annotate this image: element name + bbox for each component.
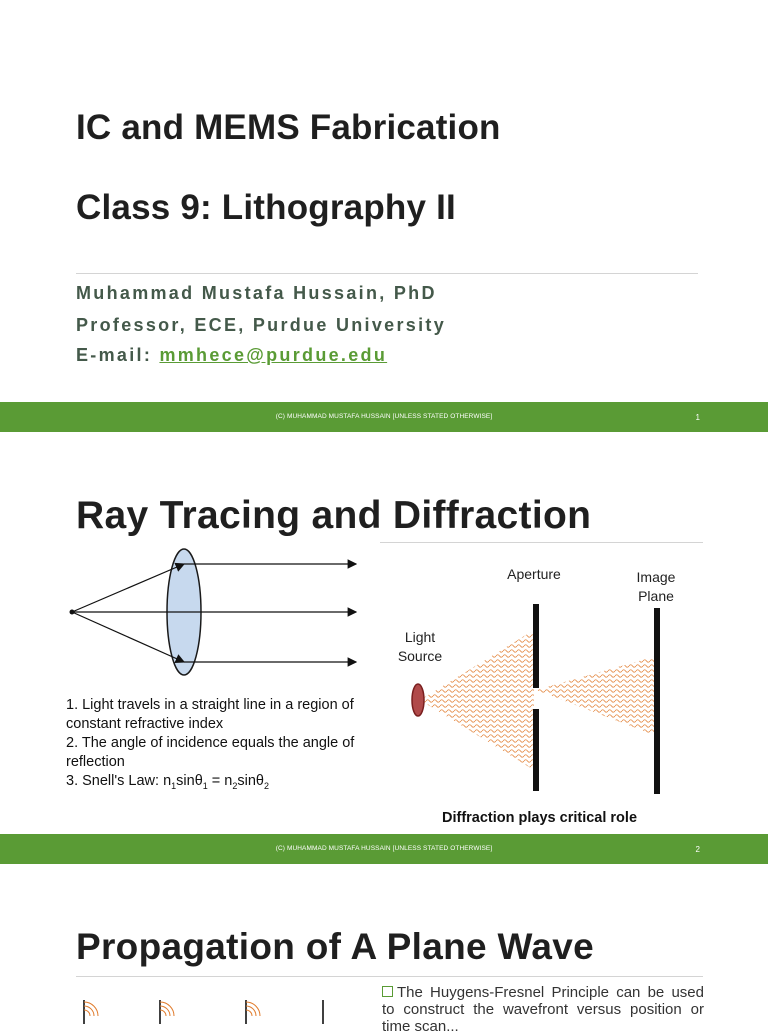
slide-footer [0, 402, 768, 432]
image-plane-label-2: Plane [638, 588, 674, 604]
light-source-icon [412, 684, 424, 716]
diffraction-figure [384, 548, 702, 798]
slide-1 [0, 0, 768, 432]
image-plane [654, 608, 660, 794]
plane-wave-figure [76, 996, 336, 1024]
slide-2 [0, 432, 768, 864]
rule-2: 2. The angle of incidence equals the angle of reflection [66, 735, 355, 770]
title-divider [76, 273, 698, 274]
author-email-line [76, 345, 387, 366]
light-source-label-1: Light [404, 629, 436, 645]
diffraction-caption: Diffraction plays critical role [442, 810, 638, 826]
title-divider [380, 542, 703, 543]
image-plane-label-1: Image [636, 569, 676, 585]
slide-footer [0, 834, 768, 864]
page-number: 1 [695, 413, 700, 422]
wave-segment-1 [84, 1000, 98, 1024]
footer-copyright: (C) MUHAMMAD MUSTAFA HUSSAIN [UNLESS STATED OTHERWISE] [275, 845, 493, 852]
footer-copyright: (C) MUHAMMAD MUSTAFA HUSSAIN [UNLESS STATED OTHERWISE] [275, 413, 493, 420]
aperture-label: Aperture [507, 566, 561, 582]
rule-1: 1. Light travels in a straight line in a region of constant refractive index [66, 697, 354, 732]
title-divider [76, 976, 703, 977]
slide-3 [0, 864, 768, 1035]
point-source [70, 610, 75, 615]
ray-tracing-rules [66, 696, 378, 796]
slide-subtitle: Class 9: Lithography II [76, 188, 456, 227]
page-number: 2 [695, 845, 700, 854]
slide-title: IC and MEMS Fabrication [76, 108, 501, 147]
email-label: E-mail: [76, 345, 153, 365]
light-source-label-2: Source [397, 648, 443, 664]
slide-title: Ray Tracing and Diffraction [76, 494, 592, 537]
author-name: Muhammad Mustafa Hussain, PhD [76, 283, 437, 303]
huygens-bullet: The Huygens-Fresnel Principle can be used to construct the wavefront versus position or time scan... [382, 984, 704, 1035]
wave-segment-3 [246, 1000, 260, 1024]
rule-3-snell: 3. Snell's Law: $n_1\sin\theta_1 = n_2\sin\theta_2$ [66, 773, 270, 791]
ray-tracing-figure [68, 544, 380, 682]
slide-title: Propagation of A Plane Wave [76, 926, 594, 967]
aperture-lower [533, 709, 539, 791]
checkbox-bullet-icon [382, 986, 393, 997]
wave-segment-2 [160, 1000, 174, 1024]
aperture-upper [533, 604, 539, 688]
email-link[interactable]: mmhece@purdue.edu [159, 345, 388, 365]
author-position: Professor, ECE, Purdue University [76, 315, 446, 335]
